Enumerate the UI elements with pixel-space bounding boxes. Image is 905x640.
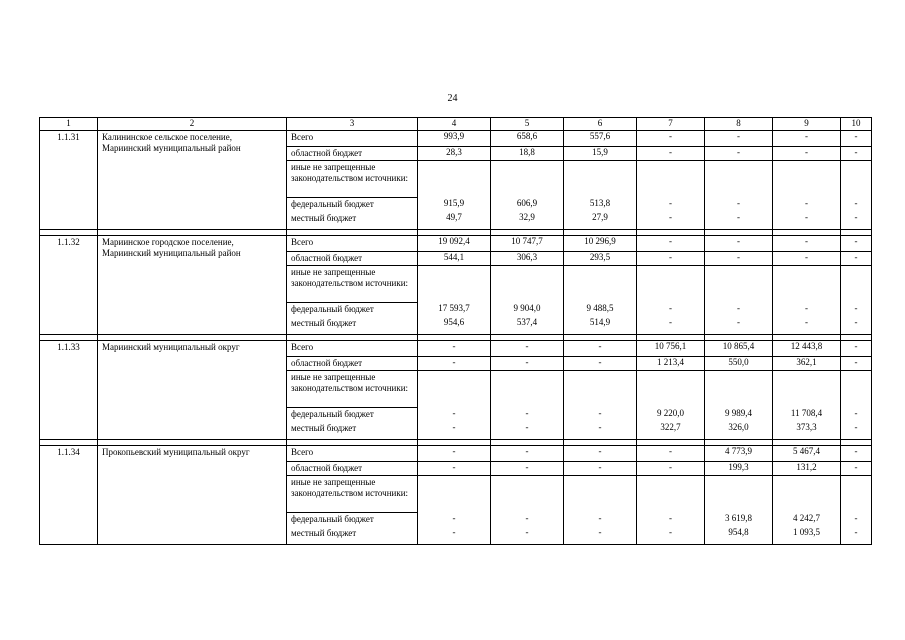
- item-name: Прокопьевский муниципальный округ: [98, 446, 287, 545]
- value-cell: -: [598, 526, 602, 537]
- value-cell: 362,1: [773, 357, 841, 371]
- empty-cell: [491, 371, 564, 408]
- value-pair: [705, 513, 773, 545]
- budget-table: [39, 117, 872, 545]
- category-label: областной бюджет: [287, 462, 418, 476]
- category-pair: [287, 408, 418, 440]
- column-header: 4: [418, 118, 491, 131]
- value-cell: 4 242,7: [793, 512, 820, 523]
- value-cell: -: [452, 512, 456, 523]
- table-row-total: [40, 131, 872, 147]
- category-label: иные не запрещенные законодательством источники:: [287, 266, 418, 303]
- value-cell: 15,9: [564, 147, 637, 161]
- value-cell: 28,3: [418, 147, 491, 161]
- value-cell: -: [841, 252, 872, 266]
- value-cell: -: [737, 197, 740, 208]
- empty-cell: [773, 476, 841, 513]
- value-cell: 5 467,4: [773, 446, 841, 462]
- category-pair: [287, 513, 418, 545]
- value-cell: -: [637, 236, 705, 252]
- value-cell: 514,9: [589, 316, 611, 327]
- item-name: Мариинское городское поселение, Мариинский муниципальный район: [98, 236, 287, 335]
- value-pair: [491, 408, 564, 440]
- empty-cell: [637, 266, 705, 303]
- table-row-total: [40, 236, 872, 252]
- value-pair: [564, 408, 637, 440]
- category-label: местный бюджет: [291, 423, 357, 433]
- value-cell: -: [637, 462, 705, 476]
- category-pair: [287, 198, 418, 230]
- empty-cell: [841, 161, 872, 198]
- item-number: 1.1.33: [40, 341, 98, 440]
- empty-cell: [564, 476, 637, 513]
- value-cell: 10 756,1: [637, 341, 705, 357]
- category-label: местный бюджет: [291, 528, 357, 538]
- empty-cell: [491, 266, 564, 303]
- table-row-total: [40, 446, 872, 462]
- value-cell: -: [854, 512, 858, 523]
- value-pair: [705, 408, 773, 440]
- value-cell: -: [525, 526, 529, 537]
- value-cell: -: [564, 462, 637, 476]
- value-cell: 1 093,5: [793, 526, 820, 537]
- value-cell: 19 092,4: [418, 236, 491, 252]
- category-label: областной бюджет: [287, 357, 418, 371]
- value-cell: 199,3: [705, 462, 773, 476]
- value-cell: 32,9: [519, 211, 535, 222]
- value-cell: 9 220,0: [657, 407, 684, 418]
- empty-cell: [841, 371, 872, 408]
- value-cell: 10 747,7: [491, 236, 564, 252]
- value-pair: [491, 513, 564, 545]
- value-pair: [705, 303, 773, 335]
- empty-cell: [773, 161, 841, 198]
- value-cell: 9 989,4: [725, 407, 752, 418]
- value-pair: [841, 408, 872, 440]
- value-cell: 993,9: [418, 131, 491, 147]
- value-cell: -: [805, 316, 808, 327]
- empty-cell: [418, 266, 491, 303]
- value-cell: -: [525, 512, 529, 523]
- empty-cell: [637, 371, 705, 408]
- item-name: Мариинский муниципальный округ: [98, 341, 287, 440]
- value-cell: -: [669, 211, 672, 222]
- column-header: 9: [773, 118, 841, 131]
- value-cell: -: [491, 341, 564, 357]
- value-cell: -: [418, 357, 491, 371]
- column-header: 3: [287, 118, 418, 131]
- value-cell: -: [598, 421, 602, 432]
- value-cell: -: [564, 341, 637, 357]
- empty-cell: [841, 476, 872, 513]
- empty-cell: [773, 266, 841, 303]
- value-cell: -: [452, 407, 456, 418]
- value-cell: -: [737, 211, 740, 222]
- category-label: Всего: [287, 341, 418, 357]
- value-cell: -: [669, 316, 672, 327]
- value-cell: 131,2: [773, 462, 841, 476]
- value-cell: -: [773, 252, 841, 266]
- value-cell: -: [854, 211, 858, 222]
- category-label: областной бюджет: [287, 252, 418, 266]
- value-cell: -: [598, 512, 602, 523]
- value-cell: -: [637, 131, 705, 147]
- value-cell: 557,6: [564, 131, 637, 147]
- value-pair: [418, 198, 491, 230]
- empty-cell: [564, 371, 637, 408]
- value-cell: -: [705, 147, 773, 161]
- value-cell: 9 488,5: [586, 302, 614, 313]
- column-header-row: [40, 118, 872, 131]
- value-cell: -: [705, 131, 773, 147]
- value-cell: -: [773, 236, 841, 252]
- value-cell: 306,3: [491, 252, 564, 266]
- empty-cell: [705, 371, 773, 408]
- value-cell: -: [805, 197, 808, 208]
- value-cell: 293,5: [564, 252, 637, 266]
- value-cell: 606,9: [516, 197, 538, 208]
- value-cell: 954,6: [443, 316, 465, 327]
- empty-cell: [705, 266, 773, 303]
- item-number: 1.1.34: [40, 446, 98, 545]
- value-cell: -: [841, 236, 872, 252]
- category-label: местный бюджет: [291, 318, 357, 328]
- category-label: Всего: [287, 446, 418, 462]
- value-cell: -: [525, 421, 529, 432]
- value-cell: -: [854, 421, 858, 432]
- value-cell: -: [637, 252, 705, 266]
- category-label: федеральный бюджет: [291, 199, 374, 209]
- value-cell: 4 773,9: [705, 446, 773, 462]
- value-cell: -: [854, 197, 858, 208]
- empty-cell: [564, 161, 637, 198]
- category-pair: [287, 303, 418, 335]
- column-header: 2: [98, 118, 287, 131]
- empty-cell: [491, 476, 564, 513]
- value-cell: -: [669, 526, 672, 537]
- value-pair: [841, 303, 872, 335]
- value-cell: 10 865,4: [705, 341, 773, 357]
- value-cell: -: [418, 341, 491, 357]
- value-cell: -: [525, 407, 529, 418]
- value-cell: 550,0: [705, 357, 773, 371]
- value-cell: -: [854, 302, 858, 313]
- value-cell: 658,6: [491, 131, 564, 147]
- value-cell: 11 708,4: [790, 407, 823, 418]
- value-cell: 322,7: [660, 421, 681, 432]
- value-pair: [418, 513, 491, 545]
- column-header: 10: [841, 118, 872, 131]
- value-cell: 915,9: [443, 197, 465, 208]
- value-cell: -: [491, 446, 564, 462]
- category-label: местный бюджет: [291, 213, 357, 223]
- empty-cell: [564, 266, 637, 303]
- value-cell: -: [669, 302, 672, 313]
- value-cell: -: [805, 211, 808, 222]
- value-pair: [418, 408, 491, 440]
- empty-cell: [637, 161, 705, 198]
- value-cell: -: [669, 197, 672, 208]
- empty-cell: [418, 161, 491, 198]
- empty-cell: [773, 371, 841, 408]
- value-cell: -: [637, 446, 705, 462]
- value-cell: -: [452, 421, 456, 432]
- value-cell: -: [854, 407, 858, 418]
- value-cell: -: [637, 147, 705, 161]
- value-cell: 9 904,0: [513, 302, 541, 313]
- value-cell: 18,8: [491, 147, 564, 161]
- category-label: Всего: [287, 131, 418, 147]
- category-label: иные не запрещенные законодательством источники:: [287, 161, 418, 198]
- value-cell: -: [564, 446, 637, 462]
- empty-cell: [841, 266, 872, 303]
- value-cell: -: [854, 526, 858, 537]
- column-header: 6: [564, 118, 637, 131]
- value-pair: [773, 303, 841, 335]
- item-name: Калининское сельское поселение, Мариинский муниципальный район: [98, 131, 287, 230]
- value-pair: [637, 303, 705, 335]
- value-cell: -: [491, 357, 564, 371]
- value-cell: -: [598, 407, 602, 418]
- value-pair: [773, 198, 841, 230]
- value-pair: [773, 513, 841, 545]
- empty-cell: [491, 161, 564, 198]
- value-pair: [773, 408, 841, 440]
- value-cell: -: [705, 236, 773, 252]
- column-header: 5: [491, 118, 564, 131]
- category-label: областной бюджет: [287, 147, 418, 161]
- value-cell: 954,8: [728, 526, 749, 537]
- value-cell: 537,4: [516, 316, 538, 327]
- value-cell: 513,8: [589, 197, 611, 208]
- value-pair: [637, 198, 705, 230]
- value-cell: -: [418, 446, 491, 462]
- value-cell: -: [737, 302, 740, 313]
- item-number: 1.1.32: [40, 236, 98, 335]
- column-header: 8: [705, 118, 773, 131]
- value-cell: -: [841, 147, 872, 161]
- value-cell: -: [773, 147, 841, 161]
- item-number: 1.1.31: [40, 131, 98, 230]
- value-cell: -: [418, 462, 491, 476]
- value-pair: [841, 513, 872, 545]
- category-label: Всего: [287, 236, 418, 252]
- column-header: 7: [637, 118, 705, 131]
- empty-cell: [418, 476, 491, 513]
- value-cell: 544,1: [418, 252, 491, 266]
- category-label: федеральный бюджет: [291, 409, 374, 419]
- value-cell: -: [705, 252, 773, 266]
- value-pair: [637, 513, 705, 545]
- empty-cell: [637, 476, 705, 513]
- value-pair: [564, 198, 637, 230]
- table-row-total: [40, 341, 872, 357]
- value-cell: -: [841, 341, 872, 357]
- value-cell: 373,3: [796, 421, 817, 432]
- value-pair: [841, 198, 872, 230]
- value-cell: -: [669, 512, 672, 523]
- value-pair: [418, 303, 491, 335]
- value-cell: -: [737, 316, 740, 327]
- category-label: иные не запрещенные законодательством источники:: [287, 371, 418, 408]
- value-pair: [564, 513, 637, 545]
- value-pair: [564, 303, 637, 335]
- value-cell: -: [841, 462, 872, 476]
- value-cell: -: [805, 302, 808, 313]
- value-cell: -: [841, 131, 872, 147]
- column-header: 1: [40, 118, 98, 131]
- empty-cell: [418, 371, 491, 408]
- category-label: федеральный бюджет: [291, 304, 374, 314]
- value-pair: [637, 408, 705, 440]
- empty-cell: [705, 161, 773, 198]
- value-cell: -: [841, 357, 872, 371]
- value-cell: -: [773, 131, 841, 147]
- category-label: иные не запрещенные законодательством источники:: [287, 476, 418, 513]
- value-pair: [705, 198, 773, 230]
- value-cell: 49,7: [446, 211, 462, 222]
- category-label: федеральный бюджет: [291, 514, 374, 524]
- value-cell: 326,0: [728, 421, 749, 432]
- value-pair: [491, 198, 564, 230]
- value-cell: 10 296,9: [564, 236, 637, 252]
- value-pair: [491, 303, 564, 335]
- value-cell: 27,9: [592, 211, 608, 222]
- value-cell: 1 213,4: [637, 357, 705, 371]
- value-cell: -: [854, 316, 858, 327]
- value-cell: -: [491, 462, 564, 476]
- value-cell: 3 619,8: [725, 512, 752, 523]
- value-cell: -: [452, 526, 456, 537]
- value-cell: 12 443,8: [773, 341, 841, 357]
- value-cell: -: [841, 446, 872, 462]
- page-number: 24: [447, 93, 458, 104]
- empty-cell: [705, 476, 773, 513]
- value-cell: 17 593,7: [438, 302, 470, 313]
- value-cell: -: [564, 357, 637, 371]
